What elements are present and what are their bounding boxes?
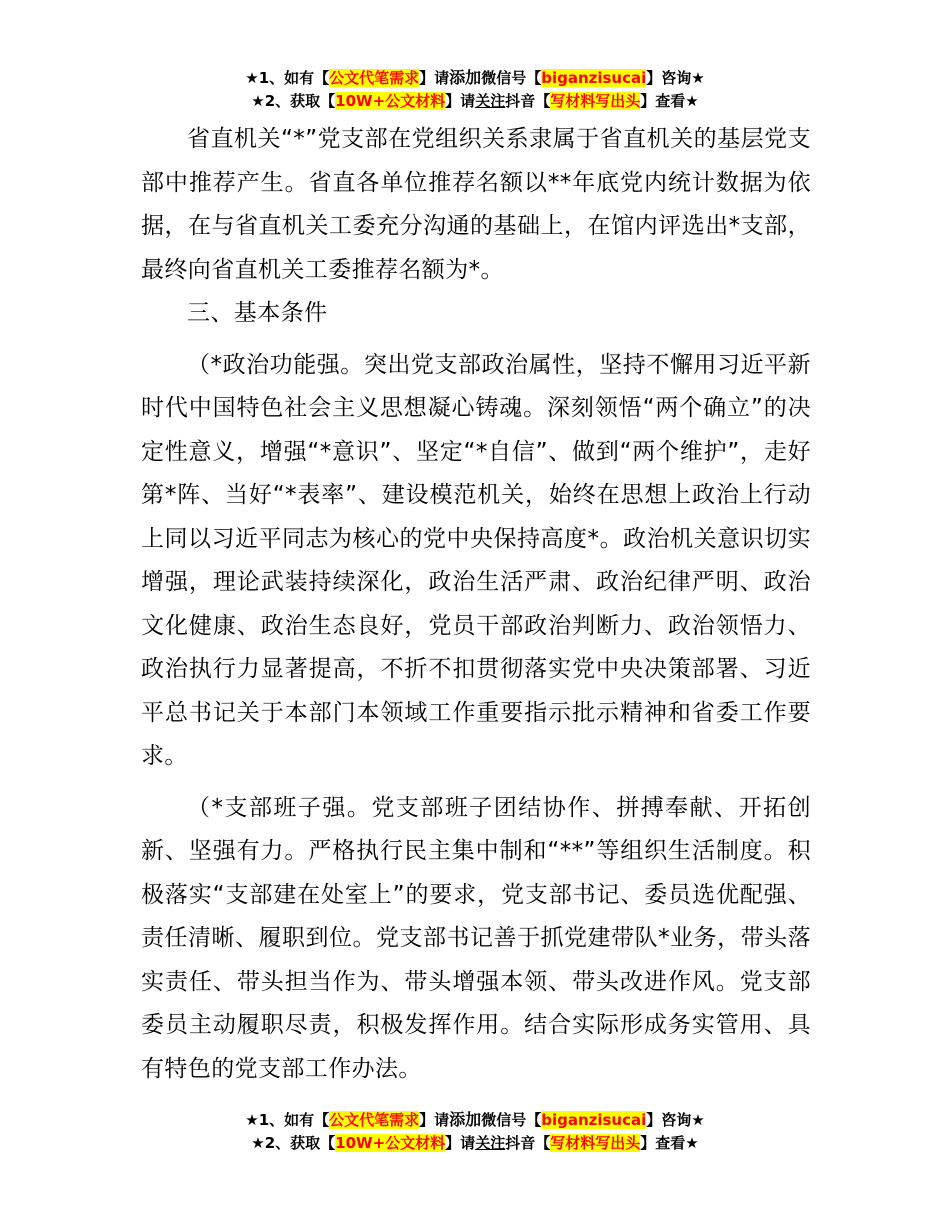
promo-text: 2、获取【 [264,92,336,110]
star-icon: ★ [685,1134,699,1152]
highlight-materials: 10W+公文材料 [335,92,446,110]
paragraph-recommendation: 省直机关“*”党支部在党组织关系隶属于省直机关的基层党支部中推荐产生。省直各单位推荐名额以**年底党内统计数据为依据，在与省直机关工委充分沟通的基础上，在馆内评选出*支部，最终向省直机关工委推荐名额为*。 [141,126,811,283]
star-icon: ★ [685,92,699,110]
promo-text: 】查看 [640,92,686,110]
highlight-wechat-id: biganzisucai [541,69,647,87]
highlight-wechat-id: biganzisucai [541,1111,647,1129]
promo-underlined: 关注 [475,92,506,110]
promo-line-2 [0,1132,950,1155]
paragraph-branch-team: （*支部班子强。党支部班子团结协作、拼搏奉献、开拓创新、坚强有力。严格执行民主集中制和“**”等组织生活制度。积极落实“支部建在处室上”的要求，党支部书记、委员选优配强、责任清晰、履职到位。党支部书记善于抓党建带队*业务，带头落实责任、带头担当作为、带头增强本领、带头改进作风。党支部委员主动履职尽责，积极发挥作用。结合实际形成务实管用、具有特色的党支部工作办法。 [141,794,811,1082]
promo-text: 】请 [445,1134,476,1152]
promo-text: 抖音【 [505,1134,551,1152]
promo-emphasis: 添加 [449,1110,482,1129]
promo-emphasis: 添加 [449,68,482,87]
document-body [141,118,811,1091]
promo-line-2 [0,90,950,113]
paragraph-political-function: （*政治功能强。突出党支部政治属性，坚持不懈用习近平新时代中国特色社会主义思想凝心铸魂。深刻领悟“两个确立”的决定性意义，增强“*意识”、坚定“*自信”、做到“两个维护”，走好第*阵、当好“*表率”、建设模范机关，始终在思想上政治上行动上同以习近平同志为核心的党中央保持高度*。政治机关意识切实增强，理论武装持续深化，政治生活严肃、政治纪律严明、政治文化健康、政治生态良好，党员干部政治判断力、政治领悟力、政治执行力显著提高，不折不扣贯彻落实党中央决策部署、习近平总书记关于本部门本领域工作重要指示批示精神和省委工作要求。 [141,351,811,769]
promo-text: 】咨询 [646,1111,692,1129]
highlight-materials: 10W+公文材料 [335,1134,446,1152]
star-icon: ★ [691,1111,705,1129]
promo-banner-bottom [0,1108,950,1155]
promo-text: 】请 [445,92,476,110]
promo-text: 】请 [419,69,450,87]
star-icon: ★ [245,1111,259,1129]
star-icon: ★ [691,69,705,87]
section-heading-basic-conditions: 三、基本条件 [187,300,328,326]
promo-text: 微信号【 [481,1111,542,1129]
promo-line-1 [0,66,950,90]
promo-text: 1、如有【 [258,1111,330,1129]
promo-text: 抖音【 [505,92,551,110]
promo-text: 微信号【 [481,69,542,87]
promo-text: 2、获取【 [264,1134,336,1152]
promo-underlined: 关注 [475,1134,506,1152]
star-icon: ★ [251,1134,265,1152]
highlight-service: 公文代笔需求 [329,1111,420,1129]
star-icon: ★ [245,69,259,87]
promo-banner-top [0,66,950,113]
promo-text: 】咨询 [646,69,692,87]
promo-text: 】请 [419,1111,450,1129]
promo-text: 】查看 [640,1134,686,1152]
highlight-douyin-id: 写材料写出头 [550,92,641,110]
star-icon: ★ [251,92,265,110]
promo-line-1 [0,1108,950,1132]
highlight-service: 公文代笔需求 [329,69,420,87]
highlight-douyin-id: 写材料写出头 [550,1134,641,1152]
promo-text: 1、如有【 [258,69,330,87]
